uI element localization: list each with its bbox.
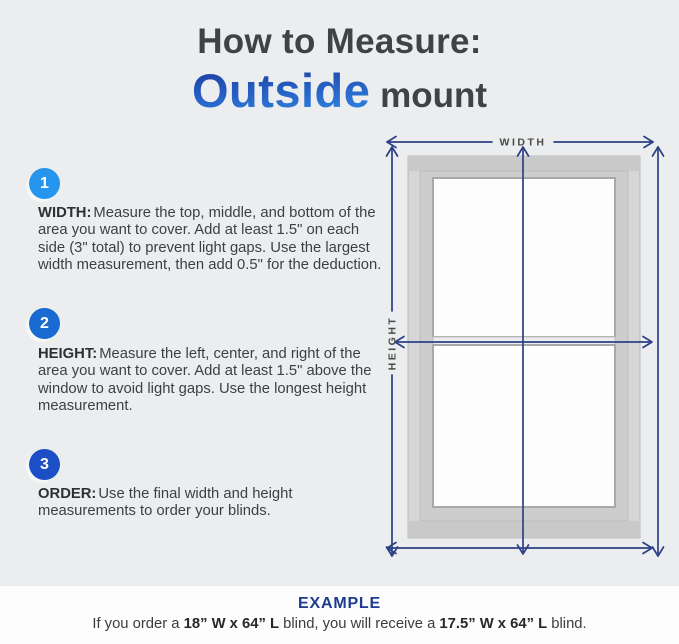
step-2-text [38,346,384,415]
step-2-badge: 2 [29,308,60,339]
step-1-badge: 1 [29,168,60,199]
example-middle: blind, you will receive a [279,616,440,632]
step-3-badge: 3 [29,449,60,480]
window-middle-rail [433,337,615,345]
step-2-label: HEIGHT: [38,346,98,362]
step-3-text [38,486,384,521]
title-highlight: Outside [191,64,371,117]
window-top-band [408,156,640,171]
example-received-size: 17.5” W x 64” L [439,616,548,632]
example-heading: EXAMPLE [298,595,381,612]
step-3-label: ORDER: [38,486,97,502]
example-panel [0,586,679,644]
example-sentence [0,616,679,632]
width-label: WIDTH [499,136,547,149]
window-illustration [408,156,640,538]
step-2-body: Measure the left, center, and right of the area you want to cover. Add at least 1.5" above the window to avoid light gaps. Use the longest height measurement. [38,346,372,414]
height-label: HEIGHT [386,315,399,371]
step-1-label: WIDTH: [38,205,92,221]
example-ordered-size: 18” W x 64” L [183,616,280,632]
step-1-text [38,205,384,274]
window-bottom-band [408,521,640,538]
example-prefix: If you order a [92,616,184,632]
step-3-body: Use the final width and height measurements to order your blinds. [38,486,293,520]
title-line1: How to Measure: [197,22,482,61]
title-line2 [0,63,679,118]
window-measurement-diagram [380,130,670,595]
example-suffix: blind. [547,616,587,632]
step-1-body: Measure the top, middle, and bottom of the area you want to cover. Add at least 1.5" on each side (3" total) to prevent light gaps. Use the largest width measurement, then add 0.5" for the deduction. [38,205,382,273]
window-glass-bottom [433,345,615,507]
title-suffix: mount [370,76,488,115]
page-title [0,22,679,118]
window-glass-top [433,178,615,337]
